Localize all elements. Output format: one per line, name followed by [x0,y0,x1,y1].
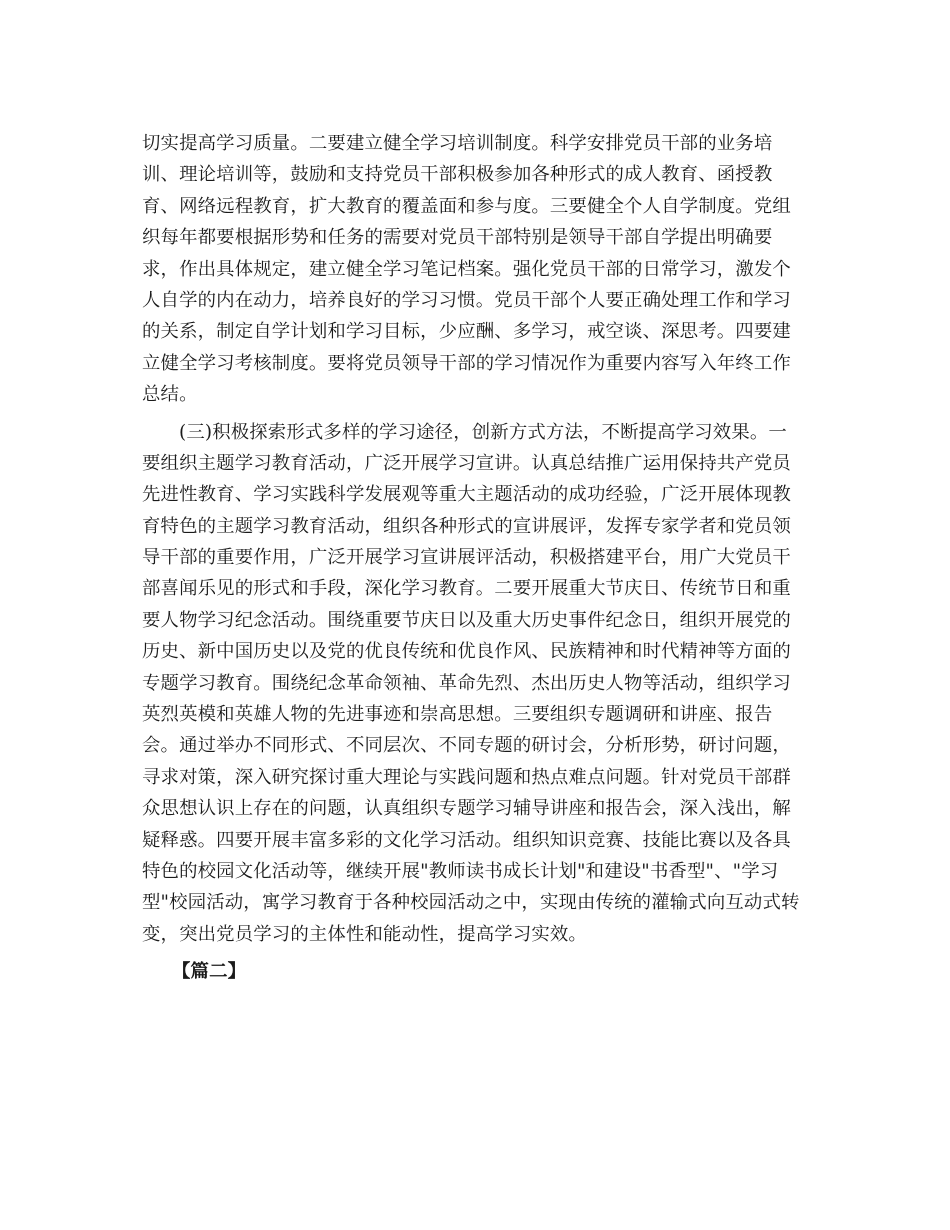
text-line: 求，作出具体规定，建立健全学习笔记档案。强化党员干部的日常学习，激发个 [142,258,791,280]
text-line: 要组织主题学习教育活动，广泛开展学习宣讲。认真总结推广运用保持共产党员 [142,452,791,474]
text-line: 疑释惑。四要开展丰富多彩的文化学习活动。组织知识竞赛、技能比赛以及各具 [142,829,791,851]
section-heading: 【篇二】 [172,961,247,983]
text-line: 特色的校园文化活动等，继续开展"教师读书成长计划"和建设"书香型"、"学习 [142,860,779,882]
text-line: 的关系，制定自学计划和学习目标，少应酬、多学习，戒空谈、深思考。四要建 [142,321,791,343]
text-line: 导干部的重要作用，广泛开展学习宣讲展评活动，积极搭建平台，用广大党员干 [142,547,791,569]
text-line: 立健全学习考核制度。要将党员领导干部的学习情况作为重要内容写入年终工作 [142,352,791,374]
text-line: 历史、新中国历史以及党的优良传统和优良作风、民族精神和时代精神等方面的 [142,641,791,663]
text-line: 寻求对策，深入研究探讨重大理论与实践问题和热点难点问题。针对党员干部群 [142,766,791,788]
text-line: 育特色的主题学习教育活动，组织各种形式的宣讲展评，发挥专家学者和党员领 [142,515,791,537]
text-line: 总结。 [142,384,198,406]
text-line: 变，突出党员学习的主体性和能动性，提高学习实效。 [142,923,587,945]
document-body [142,128,808,988]
text-line: 先进性教育、学习实践科学发展观等重大主题活动的成功经验，广泛开展体现教 [142,484,791,506]
paragraph-study-system [142,128,808,411]
text-line: 型"校园活动，寓学习教育于各种校园活动之中，实现由传统的灌输式向互动式转 [142,892,800,914]
text-line: 众思想认识上存在的问题，认真组织专题学习辅导讲座和报告会，深入浅出，解 [142,798,791,820]
text-line: 部喜闻乐见的形式和手段，深化学习教育。二要开展重大节庆日、传统节日和重 [142,578,791,600]
text-line: (三)积极探索形式多样的学习途径，创新方式方法，不断提高学习效果。一 [179,421,787,443]
text-line: 织每年都要根据形势和任务的需要对党员干部特别是领导干部自学提出明确要 [142,227,773,249]
text-line: 育、网络远程教育，扩大教育的覆盖面和参与度。三要健全个人自学制度。党组 [142,195,791,217]
text-line: 切实提高学习质量。二要建立健全学习培训制度。科学安排党员干部的业务培 [142,133,773,154]
text-line: 专题学习教育。围绕纪念革命领袖、革命先烈、杰出历史人物等活动，组织学习 [142,672,791,694]
paragraph-study-methods [142,417,808,951]
text-line: 会。通过举办不同形式、不同层次、不同专题的研讨会，分析形势，研讨问题， [142,735,791,757]
text-line: 人自学的内在动力，培养良好的学习习惯。党员干部个人要正确处理工作和学习 [142,289,791,311]
text-line: 英烈英模和英雄人物的先进事迹和崇高思想。三要组织专题调研和讲座、报告 [142,704,773,726]
text-line: 训、理论培训等，鼓励和支持党员干部积极参加各种形式的成人教育、函授教 [142,164,773,186]
text-line: 要人物学习纪念活动。围绕重要节庆日以及重大历史事件纪念日，组织开展党的 [142,609,791,631]
